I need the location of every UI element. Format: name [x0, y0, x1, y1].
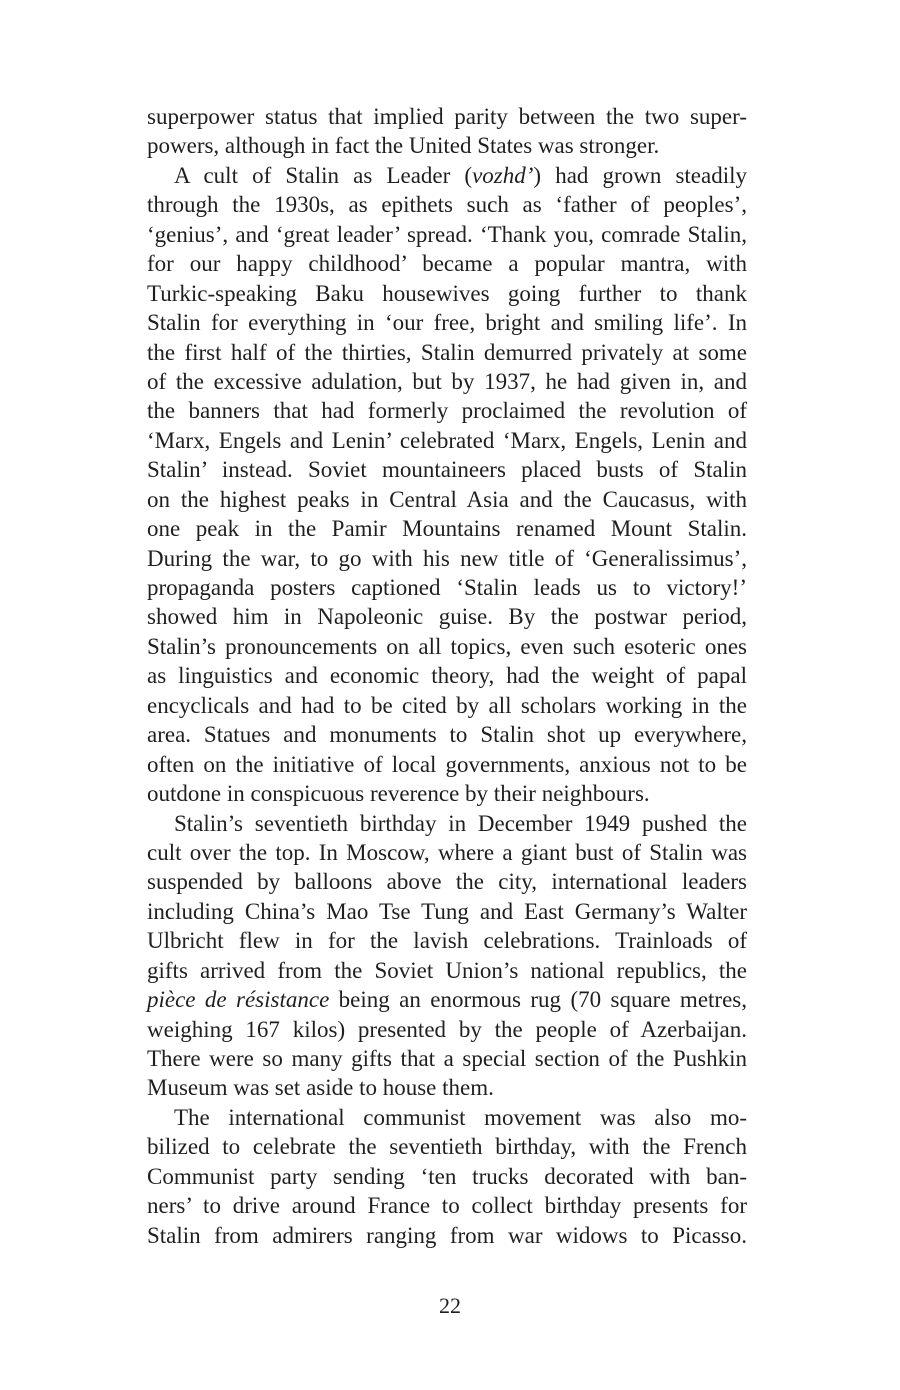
text-run: gifts arrived from the Soviet Union’s national republics, the: [147, 957, 747, 983]
text-line: [147, 779, 747, 808]
text-line: [147, 691, 747, 720]
text-run: suspended by balloons above the city, international leaders: [147, 869, 747, 895]
text-run: through the 1930s, as epithets such as ‘father of peoples’,: [147, 192, 747, 218]
text-run: ‘genius’, and ‘great leader’ spread. ‘Thank you, comrade Stalin,: [147, 221, 747, 247]
text-run: propaganda posters captioned ‘Stalin leads us to victory!’: [147, 575, 747, 600]
text-run: Museum was set aside to house them.: [147, 1075, 494, 1101]
text-line: [147, 1191, 747, 1220]
text-run: Stalin from admirers ranging from war widows to Picasso.: [147, 1222, 747, 1248]
text-run: on the highest peaks in Central Asia and the Caucasus, with: [147, 486, 747, 512]
text-run: ) had grown steadily: [533, 162, 747, 188]
text-run: Turkic-speaking Baku housewives going further to thank: [147, 280, 747, 306]
text-run: bilized to celebrate the seventieth birthday, with the French: [147, 1134, 747, 1160]
text-run: the first half of the thirties, Stalin demurred privately at some: [147, 339, 747, 365]
text-run: one peak in the Pamir Mountains renamed Mount Stalin.: [147, 516, 747, 542]
text-run: of the excessive adulation, but by 1937, he had given in, and: [147, 368, 747, 394]
text-line: [147, 661, 747, 690]
text-line: [147, 279, 747, 308]
text-run: Stalin for everything in ‘our free, bright and smiling life’. In: [147, 310, 747, 336]
text-run: During the war, to go with his new title of ‘Generalissimus’,: [147, 545, 747, 571]
text-line: [147, 426, 747, 455]
text-line: [147, 220, 747, 249]
text-line: [147, 514, 747, 543]
text-line: [147, 338, 747, 367]
text-line: [147, 956, 747, 985]
text-run: for our happy childhood’ became a popular mantra, with: [147, 251, 747, 277]
text-line: [147, 485, 747, 514]
text-run: outdone in conspicuous reverence by their neighbours.: [147, 781, 650, 807]
text-line: [147, 1132, 747, 1161]
text-line: [147, 544, 747, 573]
text-run: often on the initiative of local governments, anxious not to be: [147, 751, 747, 777]
text-line: [147, 985, 747, 1014]
text-line: [147, 632, 747, 661]
text-line: [147, 867, 747, 896]
text-run: cult over the top. In Moscow, where a giant bust of Stalin was: [147, 839, 747, 865]
text-line: [147, 1103, 747, 1132]
text-line: [147, 1015, 747, 1044]
text-run: being an enormous rug (70 square metres,: [329, 987, 747, 1013]
text-run: the banners that had formerly proclaimed the revolution of: [147, 398, 747, 424]
text-line: [147, 102, 747, 131]
text-line: [147, 249, 747, 278]
text-line: [147, 897, 747, 926]
text-run: Stalin’s pronouncements on all topics, even such esoteric ones: [147, 633, 747, 659]
text-line: [147, 602, 747, 631]
text-line: [147, 131, 747, 160]
italic-text-run: vozhd’: [472, 162, 534, 188]
text-line: [147, 809, 747, 838]
text-run: Stalin’ instead. Soviet mountaineers placed busts of Stalin: [147, 457, 747, 483]
text-run: superpower status that implied parity between the two super-: [147, 104, 747, 129]
text-run: weighing 167 kilos) presented by the people of Azerbaijan.: [147, 1016, 747, 1042]
text-line: [147, 926, 747, 955]
text-line: [147, 1162, 747, 1191]
text-line: [147, 161, 747, 190]
text-run: ners’ to drive around France to collect birthday presents for: [147, 1193, 747, 1219]
page-number: 22: [439, 1293, 461, 1318]
text-line: [147, 455, 747, 484]
text-run: area. Statues and monuments to Stalin shot up everywhere,: [147, 722, 747, 748]
text-line: [147, 838, 747, 867]
text-run: Communist party sending ‘ten trucks decorated with ban-: [147, 1163, 747, 1189]
text-line: [147, 573, 747, 602]
body-text: [147, 102, 747, 1250]
text-line: [147, 190, 747, 219]
text-run: encyclicals and had to be cited by all scholars working in the: [147, 692, 747, 718]
text-run: Stalin’s seventieth birthday in December 1949 pushed the: [174, 810, 747, 836]
text-line: [147, 308, 747, 337]
text-line: [147, 720, 747, 749]
text-run: powers, although in fact the United States was stronger.: [147, 133, 660, 159]
text-line: [147, 367, 747, 396]
text-line: [147, 1044, 747, 1073]
text-run: as linguistics and economic theory, had the weight of papal: [147, 663, 747, 689]
text-line: [147, 1221, 747, 1250]
text-run: The international communist movement was also mo-: [174, 1104, 747, 1130]
text-run: A cult of Stalin as Leader (: [174, 162, 473, 188]
text-line: [147, 750, 747, 779]
text-run: There were so many gifts that a special section of the Pushkin: [147, 1046, 747, 1071]
text-line: [147, 1073, 747, 1102]
text-run: ‘Marx, Engels and Lenin’ celebrated ‘Marx, Engels, Lenin and: [147, 427, 747, 453]
text-run: including China’s Mao Tse Tung and East Germany’s Walter: [147, 898, 747, 924]
text-run: Ulbricht flew in for the lavish celebrations. Trainloads of: [147, 928, 747, 954]
italic-text-run: pièce de résistance: [147, 987, 330, 1013]
text-line: [147, 396, 747, 425]
text-run: showed him in Napoleonic guise. By the postwar period,: [147, 604, 747, 630]
